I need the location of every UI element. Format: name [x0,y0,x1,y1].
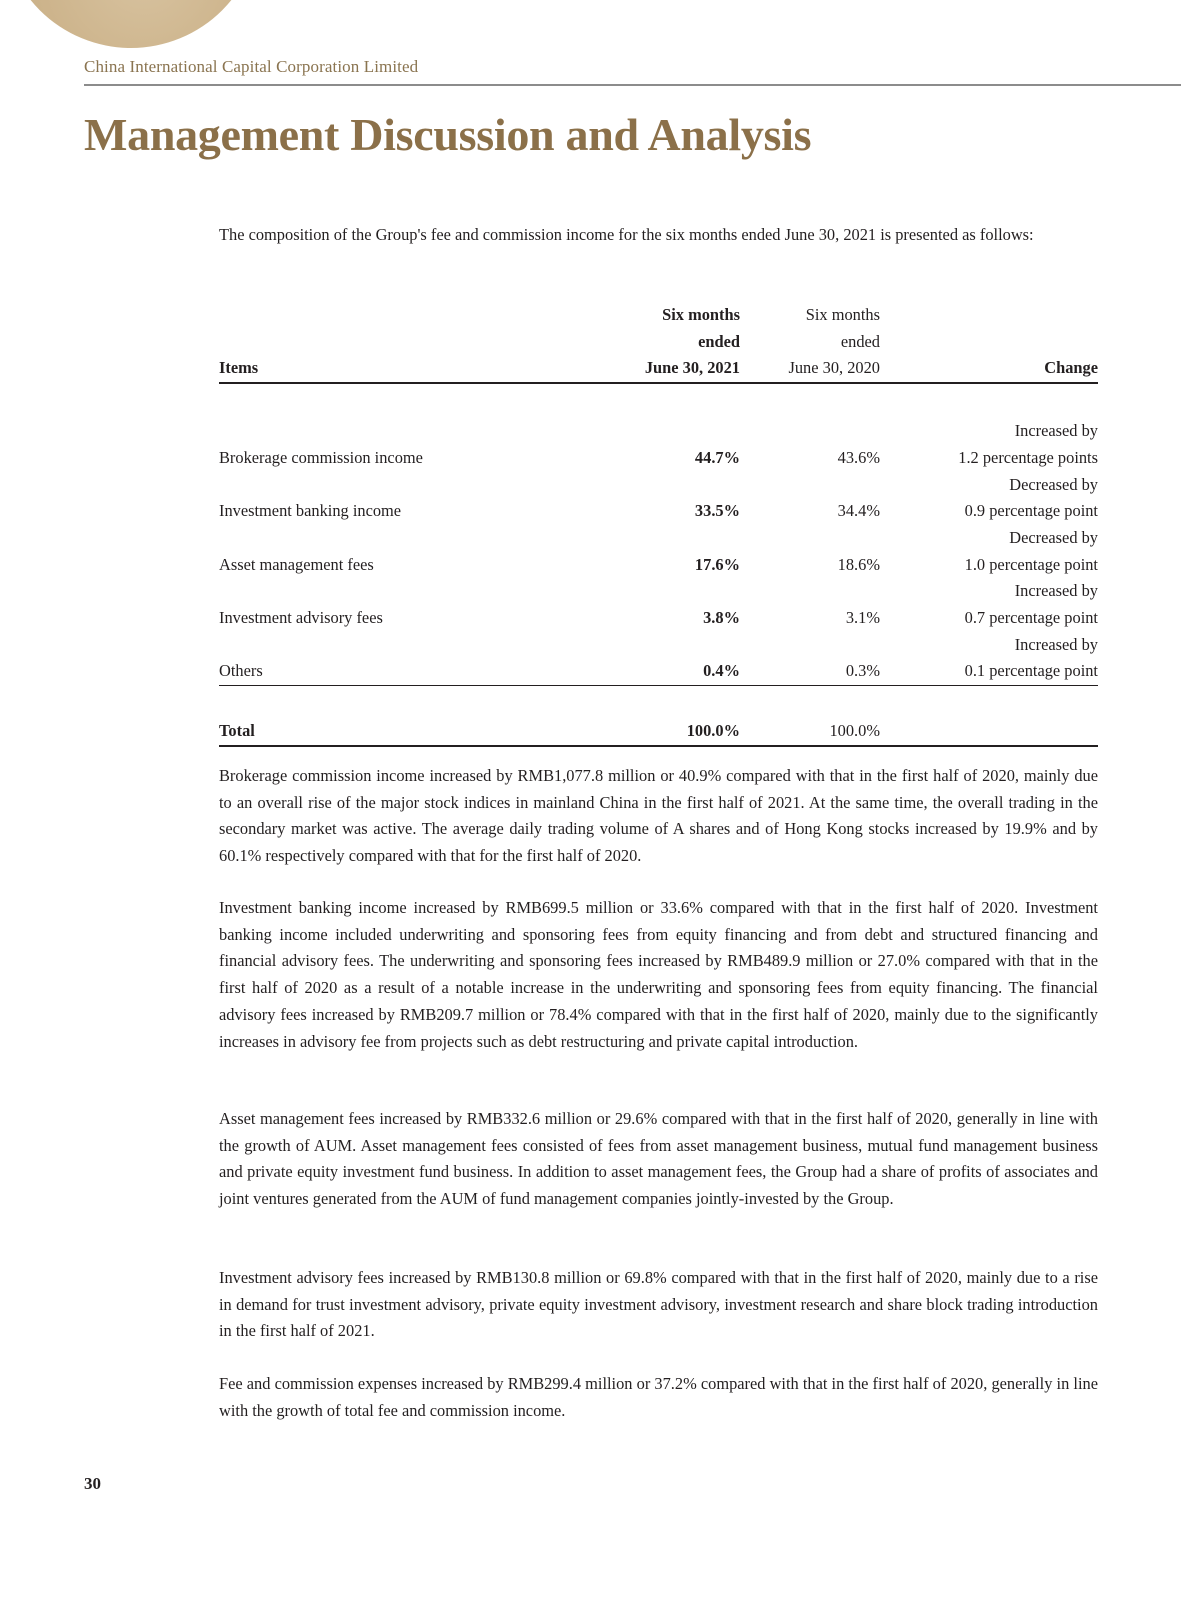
intro-paragraph: The composition of the Group's fee and commission income for the six months ended June 30, 2021 is presented as follows: [219,225,1034,244]
table-header-row [219,302,1098,383]
header-2020: Six months ended June 30, 2020 [788,305,880,378]
company-name: China International Capital Corporation Limited [84,57,419,76]
table-row: Investment banking income 33.5% 34.4% Decreased by 0.9 percentage point [219,474,1098,521]
table-row: Others 0.4% 0.3% Increased by 0.1 percentage point [219,632,1098,686]
header-2021: Six months ended June 30, 2021 [644,305,740,378]
page-title: Management Discussion and Analysis [84,109,812,160]
paragraph-brokerage: Brokerage commission income increased by RMB1,077.8 million or 40.9% compared with that in the first half of 2020, mainly due to an overall rise of the major stock indices in mainland China in the first half of 2021. At the same time, the overall trading in the secondary market was active. The average daily trading volume of A shares and of Hong Kong stocks increased by 19.9% and by 60.1% respectively compared with that for the first half of 2020. [219,766,1098,866]
paragraph-asset-management: Asset management fees increased by RMB332.6 million or 29.6% compared with that in the first half of 2020, generally in line with the growth of AUM. Asset management fees consisted of fees from asset management business, mutual fund management business and private equity investment fund business. In addition to asset management fees, the Group had a share of profits of associates and joint ventures generated from the AUM of fund management companies jointly-invested by the Group. [219,1109,1098,1209]
page-number: 30 [84,1474,101,1493]
table-row: Asset management fees 17.6% 18.6% Decreased by 1.0 percentage point [219,527,1098,574]
decorative-gold-circle [2,0,260,48]
paragraph-investment-advisory: Investment advisory fees increased by RMB130.8 million or 69.8% compared with that in the first half of 2020, mainly due to a rise in demand for trust investment advisory, private equity investment advisory, investment research and share block trading introduction in the first half of 2021. [219,1268,1098,1341]
header-items: Items [219,358,259,378]
paragraph-fee-expenses: Fee and commission expenses increased by RMB299.4 million or 37.2% compared with that in the first half of 2020, generally in line with the growth of total fee and commission income. [219,1374,1098,1420]
header-divider [84,84,1181,86]
paragraph-investment-banking: Investment banking income increased by RMB699.5 million or 33.6% compared with that in the first half of 2020. Investment banking income included underwriting and sponsoring fees from equity financing and from debt and structured financing and financial advisory fees. The underwriting and sponsoring fees increased by RMB489.9 million or 27.0% compared with that in the first half of 2020 as a result of a notable increase in the underwriting and sponsoring fees from equity financing. The financial advisory fees increased by RMB209.7 million or 78.4% compared with that in the first half of 2020, mainly due to the significantly increases in advisory fee from projects such as debt restructuring and private capital introduction. [219,898,1098,1051]
header-change: Change [1044,358,1098,378]
table-total-row: Total 100.0% 100.0% [219,718,1098,746]
table-row: Investment advisory fees 3.8% 3.1% Increased by 0.7 percentage point [219,581,1098,628]
table-row: Brokerage commission income 44.7% 43.6% Increased by 1.2 percentage points [219,421,1098,467]
fee-composition-table [219,302,1098,747]
